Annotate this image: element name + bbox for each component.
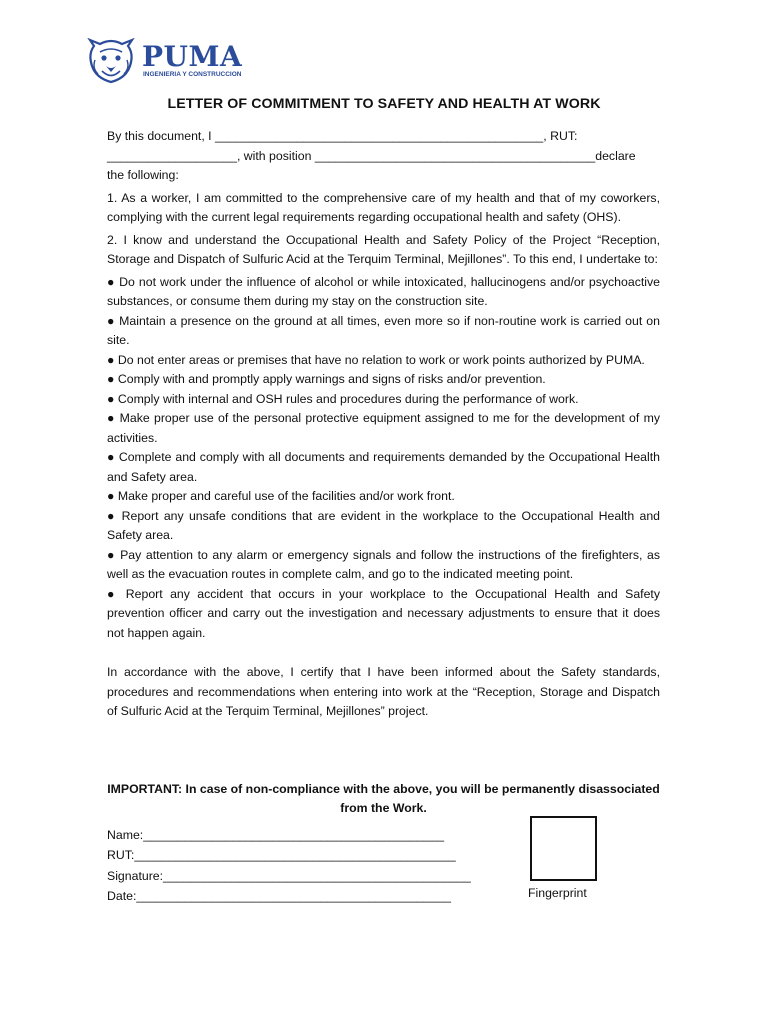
important-line: IMPORTANT: In case of non-compliance with the above, you will be permanently disassociated bbox=[107, 782, 660, 796]
bullet-item: ● Report any unsafe conditions that are evident in the workplace to the Occupational Health and Safety area. bbox=[107, 508, 660, 542]
bullet-item: ● Do not work under the influence of alcohol or while intoxicated, hallucinogens and/or psychoactive substances, or consume them during my stay on the construction site. bbox=[107, 274, 660, 308]
bullet-item: ● Report any accident that occurs in your workplace to the Occupational Health and Safety prevention officer and carry out the investigation and necessary adjustments to ensure that it does not happen again. bbox=[107, 586, 660, 640]
commitment-point: 1. As a worker, I am committed to the comprehensive care of my health and that of my coworkers, complying with the current legal requirements regarding occupational health and safety (OHS). bbox=[107, 190, 660, 224]
rut-field[interactable]: RUT:_______________________________________________ bbox=[107, 848, 456, 863]
bullet-item: ● Do not enter areas or premises that have no relation to work or work points authorized by PUMA. bbox=[107, 352, 645, 367]
company-logo bbox=[86, 38, 246, 86]
bullet-item: ● Make proper use of the personal protective equipment assigned to me for the development of my activities. bbox=[107, 411, 660, 445]
commitment-point: 2. I know and understand the Occupational Health and Safety Policy of the Project “Reception, Storage and Dispatch of Sulfuric Acid at the Terquim Terminal, Mejillones”. To this end, I undertake to: bbox=[107, 232, 660, 266]
bullet-item: ● Complete and comply with all documents and requirements demanded by the Occupational Health and Safety area. bbox=[107, 450, 660, 484]
intro-line: ___________________, with position _________________________________________declare bbox=[107, 148, 636, 163]
document-body bbox=[107, 127, 660, 722]
important-notice bbox=[107, 780, 660, 818]
bullet-item: ● Comply with internal and OSH rules and procedures during the performance of work. bbox=[107, 391, 579, 406]
signature-fields bbox=[107, 825, 471, 906]
intro-line: By this document, I ________________________________________________, RUT: bbox=[107, 129, 578, 143]
intro-line: the following: bbox=[107, 168, 179, 182]
bullet-item: ● Make proper and careful use of the facilities and/or work front. bbox=[107, 489, 455, 503]
closing-paragraph: In accordance with the above, I certify that I have been informed about the Safety standards, procedures and recommendations when entering into work at the “Reception, Storage and Dispatch of Sulfuric Acid at the Terquim Terminal, Mejillones” project. bbox=[107, 665, 660, 718]
puma-head-icon bbox=[86, 38, 136, 84]
signature-field[interactable]: Signature:_____________________________________________ bbox=[107, 868, 471, 883]
logo-tagline: INGENIERIA Y CONSTRUCCION bbox=[143, 71, 242, 78]
fingerprint-label: Fingerprint bbox=[528, 886, 587, 900]
fingerprint-box[interactable] bbox=[530, 816, 597, 881]
logo-wordmark: PUMA bbox=[142, 40, 243, 73]
bullet-item: ● Comply with and promptly apply warnings and signs of risks and/or prevention. bbox=[107, 372, 546, 386]
important-line: from the Work. bbox=[340, 801, 427, 815]
date-field[interactable]: Date:______________________________________________ bbox=[107, 888, 451, 903]
bullet-item: ● Maintain a presence on the ground at all times, even more so if non-routine work is carried out on site. bbox=[107, 313, 660, 347]
bullet-item: ● Pay attention to any alarm or emergency signals and follow the instructions of the firefighters, as well as the evacuation routes in complete calm, and go to the indicated meeting point. bbox=[107, 547, 660, 581]
name-field[interactable]: Name:____________________________________________ bbox=[107, 828, 445, 842]
document-title: LETTER OF COMMITMENT TO SAFETY AND HEALTH AT WORK bbox=[167, 96, 601, 112]
